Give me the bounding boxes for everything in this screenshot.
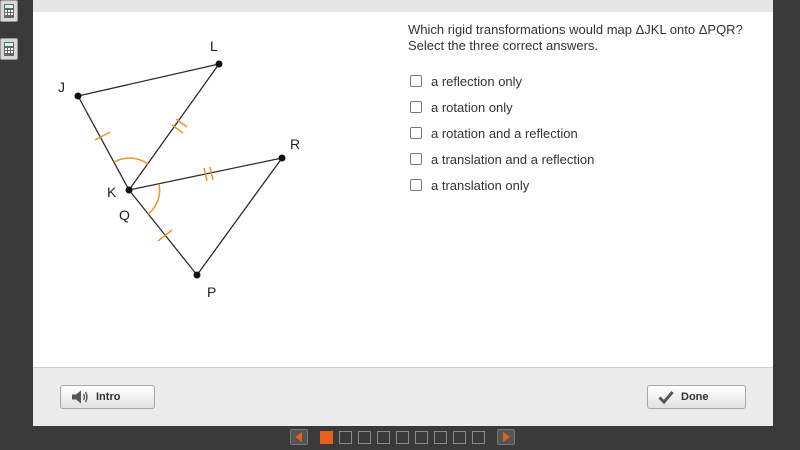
question-pager	[290, 429, 515, 445]
page-dot-8[interactable]	[453, 431, 466, 444]
vertex-p	[194, 272, 201, 279]
checkmark-icon	[658, 390, 674, 404]
calculator-icon	[1, 1, 17, 21]
checkbox[interactable]	[410, 101, 422, 113]
page-dot-7[interactable]	[434, 431, 447, 444]
vertex-k	[126, 187, 133, 194]
checkbox[interactable]	[410, 153, 422, 165]
segment-jl	[78, 64, 219, 96]
question-text: Which rigid transformations would map ΔJKL onto ΔPQR? Select the three correct answers.	[408, 22, 743, 53]
previous-button[interactable]	[290, 429, 308, 445]
choice-label: a reflection only	[431, 73, 523, 89]
choice-label: a translation only	[431, 177, 530, 193]
next-button[interactable]	[497, 429, 515, 445]
choice-label: a rotation and a reflection	[431, 125, 578, 141]
segment-pr	[197, 158, 282, 275]
answer-choices	[410, 68, 594, 198]
checkbox[interactable]	[410, 127, 422, 139]
arrow-left-icon	[295, 432, 303, 442]
calculator-button[interactable]	[0, 0, 18, 22]
vertex-j	[75, 93, 82, 100]
segment-qp	[129, 190, 197, 275]
single-tick-mark	[158, 230, 172, 241]
vertex-r	[279, 155, 286, 162]
page-dot-9[interactable]	[472, 431, 485, 444]
speaker-icon	[71, 390, 89, 404]
page-dot-2[interactable]	[339, 431, 352, 444]
choice-rotation-only[interactable]	[410, 94, 594, 120]
done-button[interactable]	[647, 385, 746, 409]
intro-button[interactable]	[60, 385, 155, 409]
single-tick-mark	[95, 132, 110, 140]
left-toolbar	[0, 0, 30, 450]
vertex-l	[216, 61, 223, 68]
label-r: R	[290, 136, 301, 152]
label-j: J	[58, 79, 65, 95]
double-tick-mark	[172, 125, 183, 133]
label-k: K	[107, 184, 117, 200]
angle-arc-jkl	[114, 158, 148, 164]
triangle-figure	[33, 12, 403, 367]
calculator-icon	[1, 39, 17, 59]
page-dot-1[interactable]	[320, 431, 333, 444]
page-dot-4[interactable]	[377, 431, 390, 444]
question-content	[33, 12, 773, 367]
choice-rotation-and-reflection[interactable]	[410, 120, 594, 146]
label-q: Q	[119, 207, 130, 223]
choice-translation-and-reflection[interactable]	[410, 146, 594, 172]
page-dot-5[interactable]	[396, 431, 409, 444]
angle-arc-pqr	[148, 184, 160, 214]
segment-jk	[78, 96, 129, 190]
checkbox[interactable]	[410, 179, 422, 191]
checkbox[interactable]	[410, 75, 422, 87]
choice-translation-only[interactable]	[410, 172, 594, 198]
page-dot-6[interactable]	[415, 431, 428, 444]
question-panel	[33, 0, 773, 425]
page-dot-3[interactable]	[358, 431, 371, 444]
graphing-calculator-button[interactable]	[0, 38, 18, 60]
choice-label: a rotation only	[431, 99, 513, 115]
intro-label: Intro	[96, 391, 121, 403]
label-l: L	[210, 38, 218, 54]
choice-label: a translation and a reflection	[431, 151, 595, 167]
label-p: P	[207, 284, 217, 300]
arrow-right-icon	[502, 432, 510, 442]
choice-reflection-only[interactable]	[410, 68, 594, 94]
done-label: Done	[681, 391, 709, 403]
question-footer	[33, 367, 773, 426]
